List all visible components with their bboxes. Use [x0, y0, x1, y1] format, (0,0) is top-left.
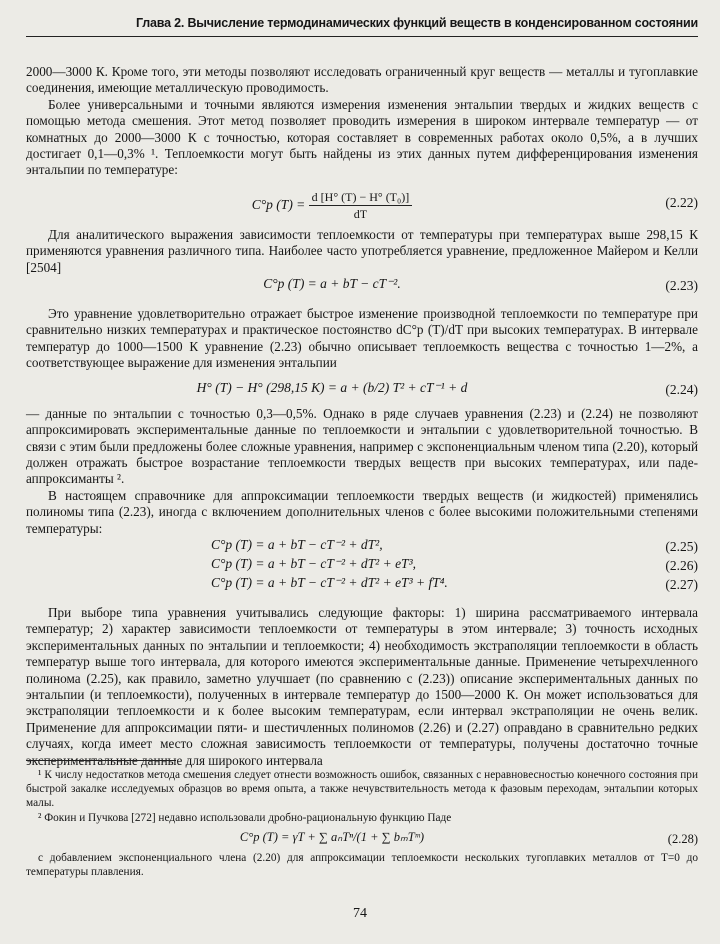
equation-2-24	[26, 380, 698, 406]
footnote-continuation: с добавлением экспоненциального члена (2.20) для аппроксимации теплоемкости нескольких тугоплавких металлов от T=0 до температуры плавления.	[26, 851, 698, 879]
fraction	[309, 189, 413, 223]
equation-2-23	[26, 276, 698, 298]
equation-2-27	[26, 575, 698, 601]
equation-body: H° (T) − H° (298,15 К) = a + (b/2) T² + cT⁻¹ + d	[196, 379, 468, 395]
equation-number: (2.25)	[665, 538, 698, 554]
equation-number: (2.23)	[665, 278, 698, 294]
equation-number: (2.24)	[665, 381, 698, 397]
running-header	[26, 10, 698, 37]
paragraph: — данные по энтальпии с точностью 0,3—0,5%. Однако в ряде случаев уравнения (2.23) и (2.24) не позволяют аппроксимировать экспериментальные данные по теплоемкости и энтальпии с удовлетворительной точностью. В связи с этим были предложены более сложные уравнения, например с экспоненциальным членом типа (2.20), который должен отражать быстрое возрастание теплоемкости твердых веществ при высоких температурах, или паде-аппроксиманты ².	[26, 405, 698, 487]
equation-body: C°p (T) = a + bT − cT⁻² + dT² + eT³,	[211, 555, 416, 571]
equation-body: C°p (T) = a + bT − cT⁻².	[263, 276, 401, 292]
equation-body: C°p (T) = a + bT − cT⁻² + dT² + eT³ + fT⁴.	[211, 574, 448, 590]
equation-number: (2.26)	[665, 557, 698, 573]
paragraph: 2000—3000 К. Кроме того, эти методы позволяют исследовать ограниченный круг веществ — металлы и тугоплавкие соединения, имеющие металлическую проводимость.	[26, 64, 698, 96]
paragraph: Это уравнение удовлетворительно отражает быстрое изменение производной теплоемкости по температуре при сравнительно низких температурах и практическое постоянство dC°p (T)/dT при высоких температурах. В интервале температур до 1000—1500 К уравнение (2.23) обычно описывает теплоемкость вещества с точностью 1—2%, а соответствующее выражение для изменения энтальпии	[26, 306, 698, 371]
paragraph: Для аналитического выражения зависимости теплоемкости от температуры при температурах выше 298,15 К применяются уравнения различного типа. Наиболее часто употребляется уравнение, предложенное Майером и Келли [2504]	[26, 226, 698, 275]
equation-body: C°p (T) = γT + ∑ aₙTⁿ/(1 + ∑ bₘTᵐ)	[239, 829, 425, 844]
page-number: 74	[353, 906, 367, 921]
equation-2-22	[26, 185, 698, 222]
equation-number: (2.28)	[667, 831, 698, 846]
fraction-numerator: d [H° (T) − H° (T₀)]	[309, 189, 413, 206]
footnote-1: ¹ К числу недостатков метода смешения следует отнести возможность ошибок, связанных с неравновесностью конечного состояния при быстрой закалке исследуемых образцов во время опыта, а также нечувствительность метода к фазовым переходам, энтальпии которых малы.	[26, 769, 698, 810]
equation-lhs: C°p (T) =	[251, 196, 306, 212]
paragraph: В настоящем справочнике для аппроксимации теплоемкости твердых веществ (и жидкостей) применялись полиномы типа (2.23), иногда с включением дополнительных членов с более высокими положительными степенями температуры:	[26, 487, 698, 536]
footnote-2: ² Фокин и Пучкова [272] недавно использовали дробно-рациональную функцию Паде	[38, 811, 452, 824]
paragraph: При выборе типа уравнения учитывались следующие факторы: 1) ширина рассматриваемого интервала температур; 2) характер зависимости теплоемкости от температуры в этом интервале; 3) точность исходных экспериментальных данных по энтальпии и теплоемкости; 4) необходимость экстраполяции теплоемкости в область температур выше того интервала, для которого имеются экспериментальные данные. Применение четырехчленного полинома (2.25), как правило, заметно улучшает (по сравнению с (2.23)) описание экспериментальных данных по энтальпии (и теплоемкости), полученных в интервале температур до 1500—2000 К. Он может использоваться для экстраполяции теплоемкости и к более высоким температурам, если интервал экстраполяции не очень велик. Применение для аппроксимации пяти- и шестичленных полиномов (2.26) и (2.27) оправдано в сравнительно редких случаях, когда имеет место сложная зависимость теплоемкости от температуры, получены достаточно точные экспериментальные данные для широкого интервала	[26, 604, 698, 768]
equation-body: C°p (T) = a + bT − cT⁻² + dT²,	[211, 536, 383, 552]
paragraph: Более универсальными и точными являются измерения изменения энтальпии твердых и жидких веществ с помощью метода смешения. Этот метод позволяет проводить измерения в широком интервале температур — от комнатных до 2000—3000 К с точностью, которая составляет в современных работах около 0,5%, а в лучших достигает 0,1—0,3% ¹. Теплоемкости могут быть найдены из этих данных путем дифференцирования изменения энтальпии по температуре:	[26, 96, 698, 178]
equation-2-28	[26, 827, 698, 851]
equation-number: (2.27)	[665, 576, 698, 592]
equation-number: (2.22)	[665, 194, 698, 210]
fraction-denominator: dT	[353, 207, 368, 222]
main-text	[26, 64, 698, 769]
footnote-divider	[26, 760, 176, 761]
chapter-title: Глава 2. Вычисление термодинамических функций веществ в конденсированном состоянии	[136, 16, 698, 30]
equation-2-26	[26, 556, 698, 575]
equation-2-25	[26, 537, 698, 556]
footnotes	[26, 768, 698, 879]
